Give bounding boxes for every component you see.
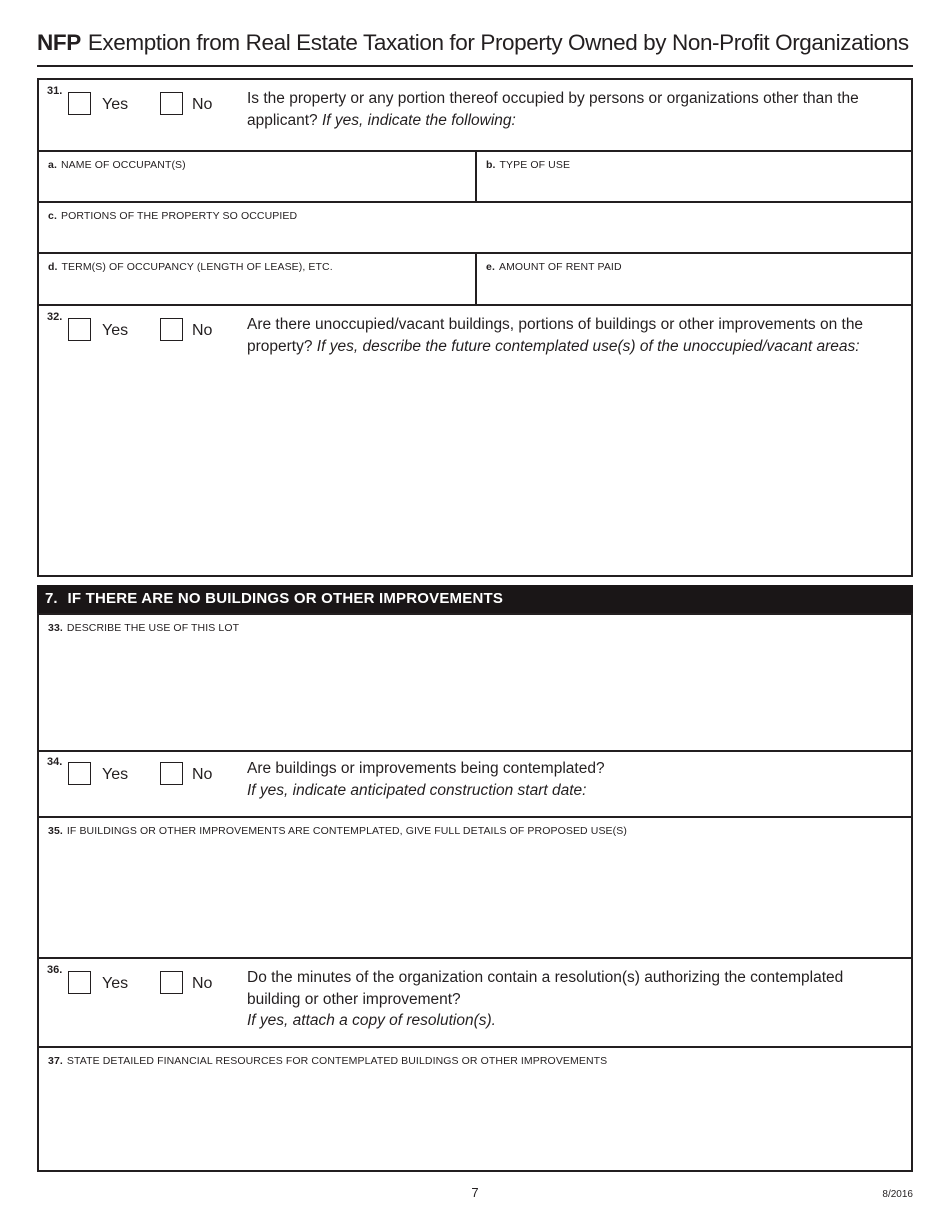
question-36-number: 36. xyxy=(47,964,63,976)
section-7-title: IF THERE ARE NO BUILDINGS OR OTHER IMPROVEMENTS xyxy=(67,590,504,607)
question-32-number: 32. xyxy=(47,311,63,323)
question-34-row xyxy=(39,750,911,816)
field-d-label: TERM(S) OF OCCUPANCY (LENGTH OF LEASE), ETC. xyxy=(61,261,333,273)
question-31-text-regular: Is the property or any portion thereof occupied by persons or organizations other than the applicant? xyxy=(247,90,859,129)
form-title-text: Exemption from Real Estate Taxation for Property Owned by Non-Profit Organizations xyxy=(87,30,909,55)
revision-date: 8/2016 xyxy=(882,1189,913,1200)
fields-a-b-row xyxy=(39,150,911,201)
page-number: 7 xyxy=(471,1185,479,1200)
field-a-letter: a. xyxy=(48,159,57,171)
question-34-text-regular: Are buildings or improvements being contemplated? xyxy=(247,760,605,777)
field-b-type-of-use[interactable] xyxy=(477,152,911,201)
form-title xyxy=(37,30,909,56)
field-a-label: NAME OF OCCUPANT(S) xyxy=(60,159,186,171)
question-36-yes-label: Yes xyxy=(102,975,129,992)
question-32-text-regular: Are there unoccupied/vacant buildings, portions of buildings or other improvements on the property? xyxy=(247,316,864,355)
question-32-no-checkbox[interactable] xyxy=(160,318,183,341)
question-36-no-checkbox[interactable] xyxy=(160,971,183,994)
field-e-letter: e. xyxy=(486,261,495,273)
question-32-text xyxy=(247,314,897,357)
field-35-label: IF BUILDINGS OR OTHER IMPROVEMENTS ARE CONTEMPLATED, GIVE FULL DETAILS OF PROPOSED USE(S) xyxy=(66,825,627,837)
header-rule xyxy=(37,65,913,67)
field-33-describe-use-of-lot[interactable] xyxy=(39,615,911,750)
section-7-header xyxy=(37,585,913,613)
field-c-label: PORTIONS OF THE PROPERTY SO OCCUPIED xyxy=(60,210,298,222)
field-d-terms-of-occupancy[interactable] xyxy=(39,254,477,304)
form-code: NFP xyxy=(37,30,81,55)
field-e-amount-of-rent[interactable] xyxy=(477,254,911,304)
question-36-no-label: No xyxy=(192,975,213,992)
field-33-number: 33. xyxy=(48,622,63,634)
question-32-row[interactable] xyxy=(39,304,911,575)
question-31-text-italic: If yes, indicate the following: xyxy=(321,111,516,129)
no-buildings-section-box xyxy=(37,613,913,1172)
question-34-no-checkbox[interactable] xyxy=(160,762,183,785)
question-34-no-label: No xyxy=(192,766,213,783)
question-36-text-regular: Do the minutes of the organization contain a resolution(s) authorizing the contemplated building or other improvement? xyxy=(247,969,844,1008)
question-31-text xyxy=(247,88,897,131)
occupancy-section-box xyxy=(37,78,913,577)
field-a-name-of-occupants[interactable] xyxy=(39,152,477,201)
question-32-text-italic: If yes, describe the future contemplated use(s) of the unoccupied/vacant areas: xyxy=(316,337,860,355)
question-34-text xyxy=(247,758,897,801)
fields-d-e-row xyxy=(39,252,911,304)
question-31-yes-label: Yes xyxy=(102,96,129,113)
field-c-letter: c. xyxy=(48,210,57,222)
question-32-yes-checkbox[interactable] xyxy=(68,318,91,341)
field-b-label: TYPE OF USE xyxy=(499,159,571,171)
question-32-no-label: No xyxy=(192,322,213,339)
field-d-letter: d. xyxy=(48,261,58,273)
field-37-label: STATE DETAILED FINANCIAL RESOURCES FOR CONTEMPLATED BUILDINGS OR OTHER IMPROVEMENTS xyxy=(66,1055,608,1067)
field-c-portions-occupied[interactable] xyxy=(39,201,911,252)
question-34-number: 34. xyxy=(47,756,63,768)
field-37-number: 37. xyxy=(48,1055,63,1067)
field-35-number: 35. xyxy=(48,825,63,837)
section-7-number: 7. xyxy=(45,590,58,607)
question-31-no-label: No xyxy=(192,96,213,113)
question-36-text xyxy=(247,967,897,1032)
question-32-yes-label: Yes xyxy=(102,322,129,339)
question-34-yes-checkbox[interactable] xyxy=(68,762,91,785)
question-31-no-checkbox[interactable] xyxy=(160,92,183,115)
question-34-yes-label: Yes xyxy=(102,766,129,783)
question-36-yes-checkbox[interactable] xyxy=(68,971,91,994)
question-36-row xyxy=(39,957,911,1046)
field-e-label: AMOUNT OF RENT PAID xyxy=(498,261,622,273)
field-33-label: DESCRIBE THE USE OF THIS LOT xyxy=(66,622,240,634)
question-31-row xyxy=(39,80,911,150)
question-31-yes-checkbox[interactable] xyxy=(68,92,91,115)
question-36-text-italic: If yes, attach a copy of resolution(s). xyxy=(247,1012,496,1029)
question-34-text-italic: If yes, indicate anticipated construction start date: xyxy=(247,781,587,799)
field-b-letter: b. xyxy=(486,159,496,171)
field-35-proposed-use-details[interactable] xyxy=(39,816,911,957)
question-31-number: 31. xyxy=(47,85,63,97)
field-37-financial-resources[interactable] xyxy=(39,1046,911,1170)
